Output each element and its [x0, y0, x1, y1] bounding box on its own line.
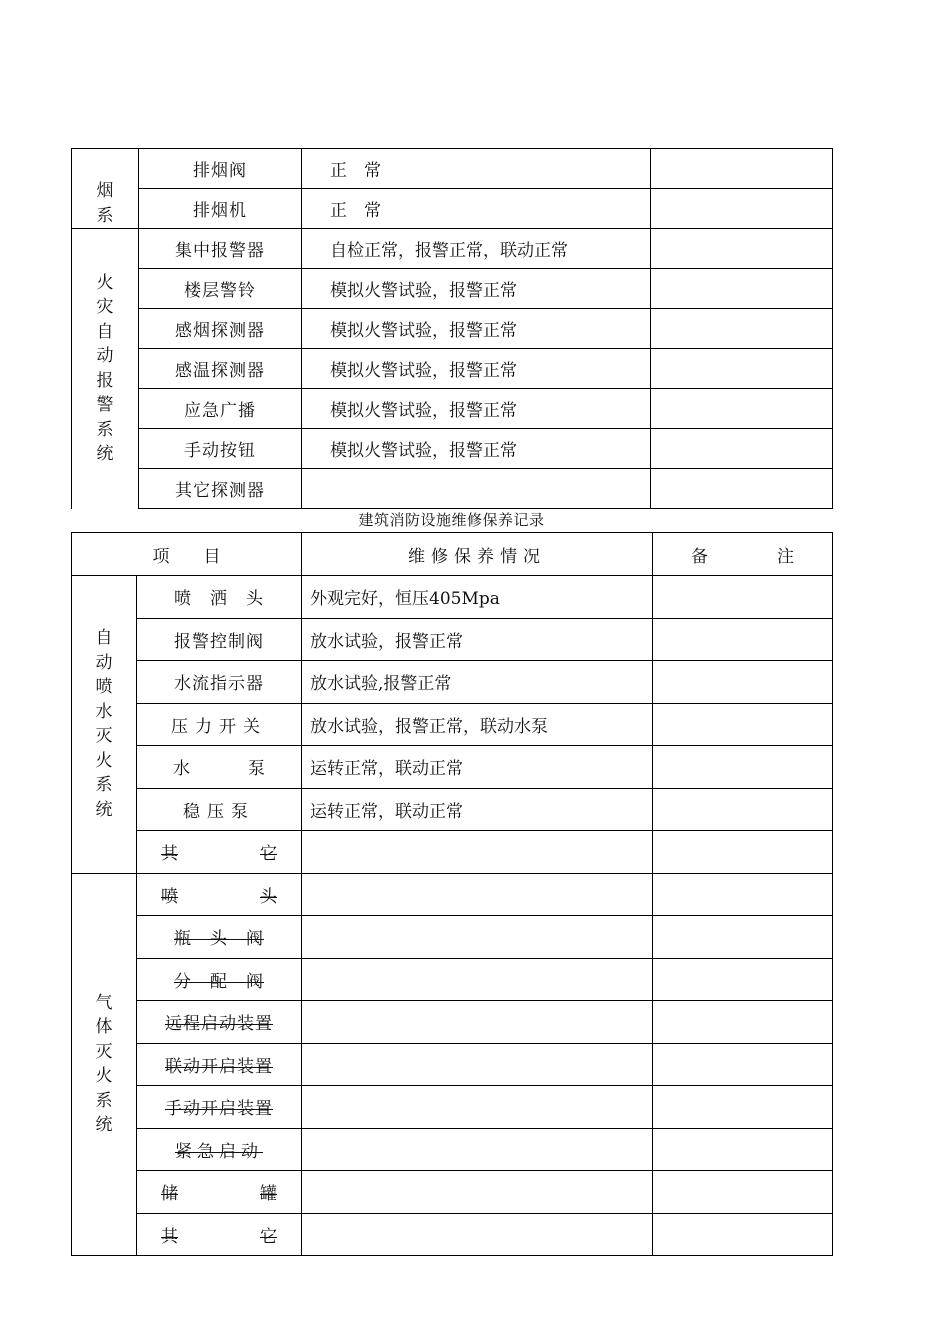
record-title: 建筑消防设施维修保养记录 — [358, 511, 545, 529]
gas-category-cell — [72, 873, 137, 1256]
status-cell: 模拟火警试验，报警正常 — [302, 429, 651, 469]
status-cell: 模拟火警试验，报警正常 — [302, 269, 651, 309]
note-cell — [653, 1128, 833, 1171]
status-cell: 外观完好，恒压405Mpa — [302, 576, 653, 619]
table-row — [72, 1043, 833, 1086]
table-row — [72, 349, 833, 389]
table-row — [72, 916, 833, 959]
maintenance-record-table — [71, 532, 833, 1256]
note-cell — [653, 1001, 833, 1044]
note-cell — [651, 389, 833, 429]
note-cell — [651, 429, 833, 469]
item-cell: 楼层警铃 — [139, 269, 302, 309]
sprinkler-category-cell — [72, 576, 137, 874]
note-cell — [651, 229, 833, 269]
category-char: 动 — [96, 346, 114, 367]
item-char: 喷 — [161, 886, 178, 907]
item-cell: 应急广播 — [139, 389, 302, 429]
table-row — [72, 661, 833, 704]
item-char: 它 — [260, 844, 277, 865]
category-char: 火 — [96, 272, 114, 293]
status-cell: 模拟火警试验，报警正常 — [302, 309, 651, 349]
item-char: 它 — [260, 1226, 277, 1247]
alarm-category-cell — [72, 229, 139, 509]
note-cell — [651, 149, 833, 189]
header-note — [653, 533, 833, 576]
note-cell — [653, 746, 833, 789]
table-row — [72, 309, 833, 349]
category-char: 动 — [95, 652, 113, 673]
table-row — [72, 703, 833, 746]
category-char: 灭 — [95, 726, 113, 747]
category-char: 统 — [95, 1115, 113, 1136]
note-cell — [651, 189, 833, 229]
item-cell — [137, 1171, 302, 1214]
table-row — [72, 788, 833, 831]
note-cell — [653, 788, 833, 831]
status-cell: 模拟火警试验，报警正常 — [302, 389, 651, 429]
note-cell — [653, 618, 833, 661]
status-cell — [302, 1213, 653, 1256]
status-cell — [302, 1086, 653, 1129]
item-char: 储 — [161, 1184, 178, 1205]
fire-alarm-table — [71, 148, 833, 509]
status-cell — [302, 1001, 653, 1044]
status-cell: 放水试验，报警正常，联动水泵 — [302, 703, 653, 746]
note-cell — [653, 873, 833, 916]
note-cell — [651, 469, 833, 509]
status-cell: 运转正常，联动正常 — [302, 788, 653, 831]
category-char: 警 — [96, 395, 114, 416]
category-char: 灭 — [95, 1041, 113, 1062]
item-char: 水 — [173, 759, 190, 780]
item-cell: 排烟机 — [139, 189, 302, 229]
category-char: 灾 — [96, 297, 114, 318]
table-row — [72, 618, 833, 661]
category-char: 自 — [95, 628, 113, 649]
status-cell: 正 常 — [302, 189, 651, 229]
table-row — [72, 189, 833, 229]
status-cell — [302, 831, 653, 874]
table-row — [72, 1171, 833, 1214]
item-cell: 联动开启装置 — [137, 1043, 302, 1086]
category-char: 气 — [95, 992, 113, 1013]
item-cell: 感温探测器 — [139, 349, 302, 389]
item-cell: 集中报警器 — [139, 229, 302, 269]
table-row — [72, 746, 833, 789]
item-cell: 远程启动装置 — [137, 1001, 302, 1044]
item-cell: 报警控制阀 — [137, 618, 302, 661]
status-cell — [302, 958, 653, 1001]
smoke-category-cell — [72, 149, 139, 229]
item-char: 头 — [260, 886, 277, 907]
item-cell: 手动开启装置 — [137, 1086, 302, 1129]
table-row — [72, 469, 833, 509]
item-cell: 分 配 阀 — [137, 958, 302, 1001]
status-cell: 放水试验,报警正常 — [302, 661, 653, 704]
table-row — [72, 831, 833, 874]
category-char: 烟 — [96, 181, 114, 201]
status-cell — [302, 469, 651, 509]
note-cell — [653, 831, 833, 874]
note-cell — [653, 958, 833, 1001]
note-cell — [653, 1086, 833, 1129]
category-char: 火 — [95, 1066, 113, 1087]
item-cell — [137, 746, 302, 789]
item-cell — [137, 873, 302, 916]
category-char: 系 — [95, 775, 113, 796]
note-cell — [651, 349, 833, 389]
item-cell: 感烟探测器 — [139, 309, 302, 349]
item-char: 其 — [161, 844, 178, 865]
header-note-char: 注 — [777, 546, 794, 567]
header-item: 项 目 — [72, 533, 302, 576]
status-cell: 放水试验，报警正常 — [302, 618, 653, 661]
category-char: 报 — [96, 370, 114, 391]
table-row — [72, 958, 833, 1001]
status-cell — [302, 1128, 653, 1171]
category-char: 统 — [95, 799, 113, 820]
header-status: 维修保养情况 — [302, 533, 653, 576]
status-cell: 模拟火警试验，报警正常 — [302, 349, 651, 389]
item-cell: 其它探测器 — [139, 469, 302, 509]
table-row — [72, 1128, 833, 1171]
table-row — [72, 1086, 833, 1129]
item-cell: 水流指示器 — [137, 661, 302, 704]
item-cell: 紧急启动 — [137, 1128, 302, 1171]
status-cell — [302, 873, 653, 916]
category-char: 水 — [95, 701, 113, 722]
table-row — [72, 1001, 833, 1044]
table-row — [72, 389, 833, 429]
note-cell — [653, 1213, 833, 1256]
note-cell — [653, 916, 833, 959]
category-char: 喷 — [95, 677, 113, 698]
table-row — [72, 1213, 833, 1256]
status-cell — [302, 1171, 653, 1214]
note-cell — [653, 576, 833, 619]
note-cell — [653, 661, 833, 704]
status-cell: 正 常 — [302, 149, 651, 189]
item-cell: 排烟阀 — [139, 149, 302, 189]
category-char: 系 — [95, 1090, 113, 1111]
item-cell: 稳压泵 — [137, 788, 302, 831]
note-cell — [653, 1171, 833, 1214]
item-char: 罐 — [260, 1184, 277, 1205]
table-row — [72, 149, 833, 189]
table-row — [72, 429, 833, 469]
note-cell — [651, 269, 833, 309]
category-char: 自 — [96, 321, 114, 342]
note-cell — [651, 309, 833, 349]
table-row — [72, 269, 833, 309]
item-char: 泵 — [248, 759, 265, 780]
item-cell — [137, 831, 302, 874]
category-char: 火 — [95, 750, 113, 771]
item-cell: 喷 洒 头 — [137, 576, 302, 619]
item-cell: 压力开关 — [137, 703, 302, 746]
category-char: 统 — [96, 444, 114, 465]
header-row — [72, 533, 833, 576]
status-cell: 运转正常，联动正常 — [302, 746, 653, 789]
category-char: 系 — [96, 205, 114, 226]
note-cell — [653, 1043, 833, 1086]
note-cell — [653, 703, 833, 746]
category-char: 体 — [95, 1017, 113, 1038]
status-cell: 自检正常，报警正常，联动正常 — [302, 229, 651, 269]
table-row — [72, 873, 833, 916]
header-note-char: 备 — [691, 546, 708, 567]
item-char: 其 — [161, 1226, 178, 1247]
item-cell — [137, 1213, 302, 1256]
status-cell — [302, 916, 653, 959]
table-row — [72, 576, 833, 619]
status-cell — [302, 1043, 653, 1086]
item-cell: 手动按钮 — [139, 429, 302, 469]
item-cell: 瓶 头 阀 — [137, 916, 302, 959]
table-row — [72, 229, 833, 269]
category-char: 系 — [96, 419, 114, 440]
